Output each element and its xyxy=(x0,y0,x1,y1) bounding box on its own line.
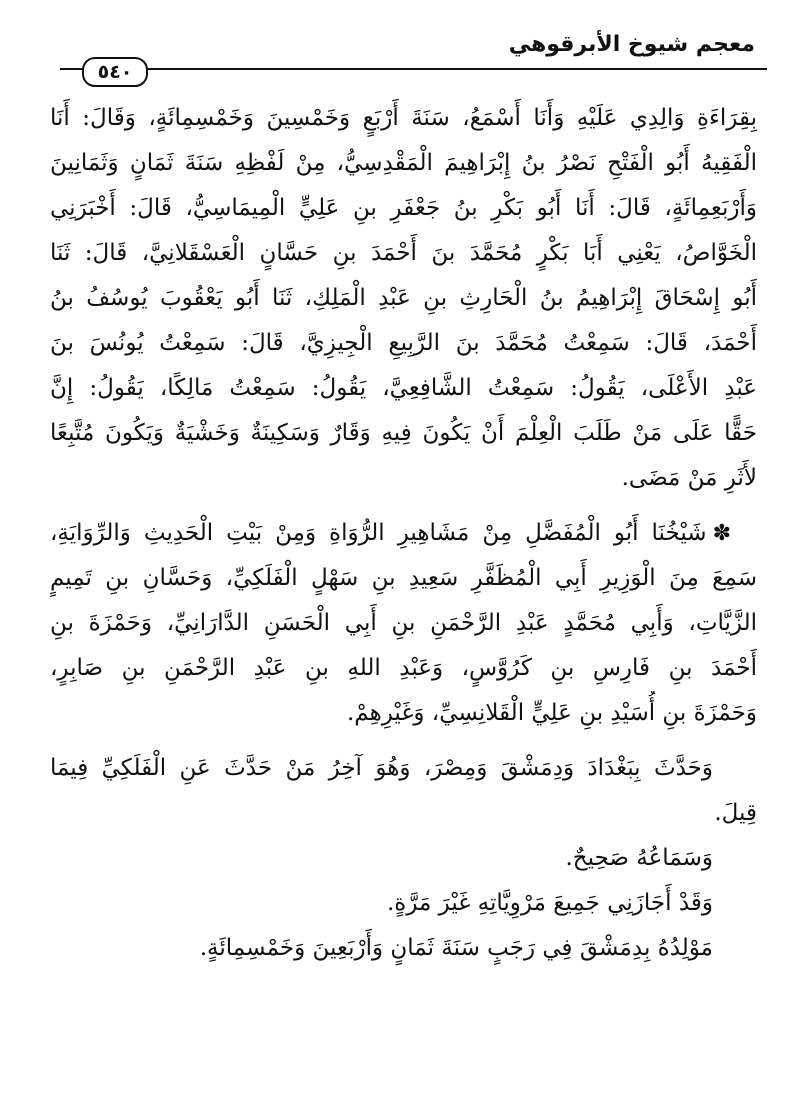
text-line: الزَّيَّاتِ، وَأَبِي مُحَمَّدٍ عَبْدِ الرَّحْمَنِ بنِ أَبِي الْحَسَنِ الدَّارَانِيِّ، وَحَمْزَةَ بنِ xyxy=(50,610,757,636)
text-line: وَحَمْزَةَ بنِ أُسَيْدِ بنِ عَلِيٍّ الْقَلانِسِيِّ، وَغَيْرِهِمْ. xyxy=(346,700,757,726)
text-line: أَحْمَدَ، قَالَ: سَمِعْتُ مُحَمَّدَ بنَ الرَّبِيعِ الْجِيزِيَّ، قَالَ: سَمِعْتُ يُونُسَ بنَ xyxy=(50,330,757,356)
text-line: حَقًّا عَلَى مَنْ طَلَبَ الْعِلْمَ أَنْ يَكُونَ فِيهِ وَقَارٌ وَسَكِينَةٌ وَخَشْيَةٌ وَيَكُونَ مُتَّبِعًا xyxy=(50,420,757,446)
paragraph-1 xyxy=(50,96,757,501)
text-line: الْخَوَّاصُ، يَعْنِي أَبَا بَكْرٍ مُحَمَّدَ بنَ أَحْمَدَ بنِ حَسَّانٍ الْعَسْقَلانِيَّ، قَالَ: ثَنَا xyxy=(50,240,757,266)
text-line-mawlid: مَوْلِدُهُ بِدِمَشْقَ فِي رَجَبٍ سَنَةَ ثَمَانٍ وَأَرْبَعِينَ وَخَمْسِمِائَةٍ. xyxy=(199,935,713,961)
text-line: بِقِرَاءَةِ وَالِدِي عَلَيْهِ وَأَنَا أَسْمَعُ، سَنَةَ أَرْبَعٍ وَخَمْسِينَ وَخَمْسِمِائَةٍ، وَقَالَ: أَنَا xyxy=(50,105,757,131)
text-line-ijaza: وَقَدْ أَجَازَنِي جَمِيعَ مَرْوِيَّاتِهِ غَيْرَ مَرَّةٍ. xyxy=(386,890,713,916)
paragraph-gap xyxy=(50,501,757,511)
text-line-sama: وَسَمَاعُهُ صَحِيحٌ. xyxy=(565,845,713,871)
text-line: قِيلَ. xyxy=(714,800,757,826)
text-line: أَحْمَدَ بنِ فَارِسِ بنِ كَرُوَّسٍ، وَعَبْدِ اللهِ بنِ عَبْدِ الرَّحْمَنِ بنِ صَابِرٍ، xyxy=(50,655,757,681)
text-line: لأَثَرِ مَنْ مَضَى. xyxy=(621,465,757,491)
text-line: سَمِعَ مِنَ الْوَزِيرِ أَبِي الْمُظَفَّرِ سَعِيدِ بنِ سَهْلٍ الْفَلَكِيِّ، وَحَسَّانِ بنِ تَمِيمٍ xyxy=(50,565,757,591)
paragraph-2-entry xyxy=(50,511,757,736)
text-line: الْفَقِيهُ أَبُو الْفَتْحِ نَصْرُ بنُ إِبْرَاهِيمَ الْمَقْدِسِيُّ، مِنْ لَفْظِهِ سَنَةَ ثَمَانٍ وَثَمَانِينَ xyxy=(50,150,757,176)
paragraph-3 xyxy=(50,746,757,836)
page-number: ٥٤٠ xyxy=(82,57,148,87)
text-line: عَبْدِ الأَعْلَى، يَقُولُ: سَمِعْتُ الشَّافِعِيَّ، يَقُولُ: سَمِعْتُ مَالِكًا، يَقُولُ: إِنَّ xyxy=(50,375,757,401)
running-header-title: معجم شيوخ الأبرقوهي xyxy=(508,32,755,57)
paragraph-gap xyxy=(50,736,757,746)
text-line: أَبُو إِسْحَاقَ إِبْرَاهِيمُ بنُ الْحَارِثِ بنِ عَبْدِ الْمَلِكِ، ثَنَا أَبُو يَعْقُوبَ يُوسُفُ بنُ xyxy=(50,285,757,311)
header-rule xyxy=(60,68,767,70)
text-line xyxy=(50,511,757,556)
text-line-content: شَيْخُنَا أَبُو الْمُفَضَّلِ مِنْ مَشَاهِيرِ الرُّوَاةِ وَمِنْ بَيْتِ الْحَدِيثِ وَالرِّوَايَةِ، xyxy=(50,520,707,546)
text-line: وَحَدَّثَ بِبَغْدَادَ وَدِمَشْقَ وَمِصْرَ، وَهُوَ آخِرُ مَنْ حَدَّثَ عَنِ الْفَلَكِيِّ فِيمَا xyxy=(50,755,713,781)
entry-marker-icon: ✽ xyxy=(712,521,731,546)
body-text xyxy=(50,96,757,971)
text-line: وَأَرْبَعِمِائَةٍ، قَالَ: أَنَا أَبُو بَكْرِ بنُ جَعْفَرِ بنِ عَلِيٍّ الْمِيمَاسِيُّ، قَالَ: أَخْبَرَنِي xyxy=(50,195,757,221)
